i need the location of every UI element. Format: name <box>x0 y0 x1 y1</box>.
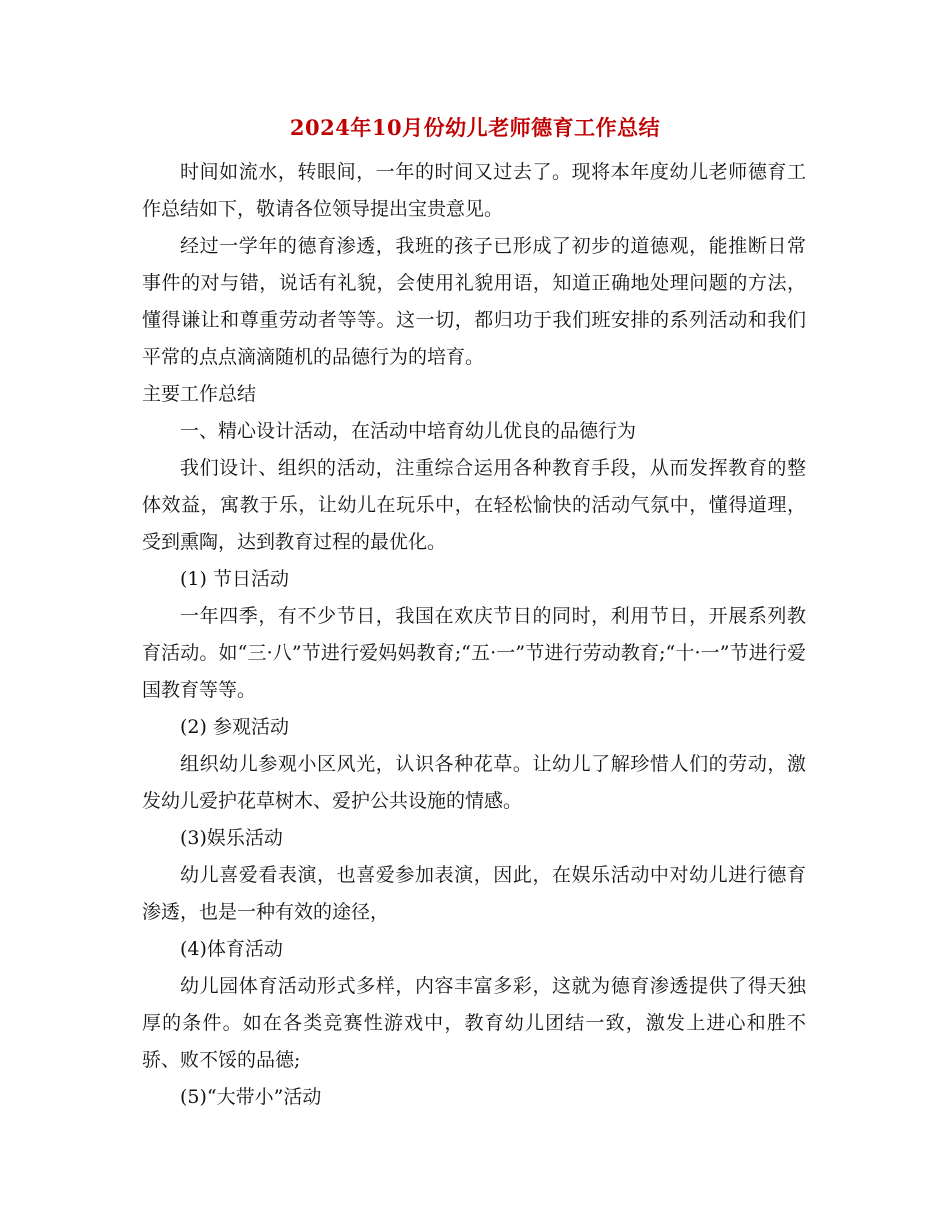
subheading-festival-activity: (1) 节日活动 <box>180 568 289 590</box>
document-body <box>142 154 806 1116</box>
paragraph-summary: 经过一学年的德育渗透，我班的孩子已形成了初步的道德观，能推断日常事件的对与错，说话有礼貌，会使用礼貌用语，知道正确地处理问题的方法，懂得谦让和尊重劳动者等等。这一切，都归功于我们班安排的系列活动和我们平常的点点滴滴随机的品德行为的培育。 <box>142 235 806 368</box>
paragraph-entertainment-activity: 幼儿喜爱看表演，也喜爱参加表演，因此，在娱乐活动中对幼儿进行德育渗透，也是一种有效的途径， <box>142 864 806 923</box>
section-heading-main-work: 主要工作总结 <box>142 383 257 405</box>
paragraph-sports-activity: 幼儿园体育活动形式多样，内容丰富多彩，这就为德育渗透提供了得天独厚的条件。如在各类竞赛性游戏中，教育幼儿团结一致，激发上进心和胜不骄、败不馁的品德; <box>142 975 806 1071</box>
paragraph-visit-activity: 组织幼儿参观小区风光，认识各种花草。让幼儿了解珍惜人们的劳动，激发幼儿爱护花草树木、爱护公共设施的情感。 <box>142 753 806 812</box>
paragraph-intro: 时间如流水，转眼间，一年的时间又过去了。现将本年度幼儿老师德育工作总结如下，敬请各位领导提出宝贵意见。 <box>142 161 806 220</box>
paragraph-festival-activity: 一年四季，有不少节日，我国在欢庆节日的同时，利用节日，开展系列教育活动。如“三·八”节进行爱妈妈教育;“五·一”节进行劳动教育;“十·一”节进行爱国教育等等。 <box>142 605 806 701</box>
subheading-entertainment-activity: (3)娱乐活动 <box>180 827 283 849</box>
paragraph-activity-design: 我们设计、组织的活动，注重综合运用各种教育手段，从而发挥教育的整体效益，寓教于乐，让幼儿在玩乐中，在轻松愉快的活动气氛中，懂得道理，受到熏陶，达到教育过程的最优化。 <box>142 457 806 553</box>
document-title: 2024年10月份幼儿老师德育工作总结 <box>289 115 661 140</box>
subheading-sports-activity: (4)体育活动 <box>180 938 283 960</box>
section-heading-1: 一、精心设计活动，在活动中培育幼儿优良的品德行为 <box>180 420 637 442</box>
subheading-big-with-small-activity: (5)“大带小”活动 <box>180 1086 322 1108</box>
subheading-visit-activity: (2) 参观活动 <box>180 716 289 738</box>
